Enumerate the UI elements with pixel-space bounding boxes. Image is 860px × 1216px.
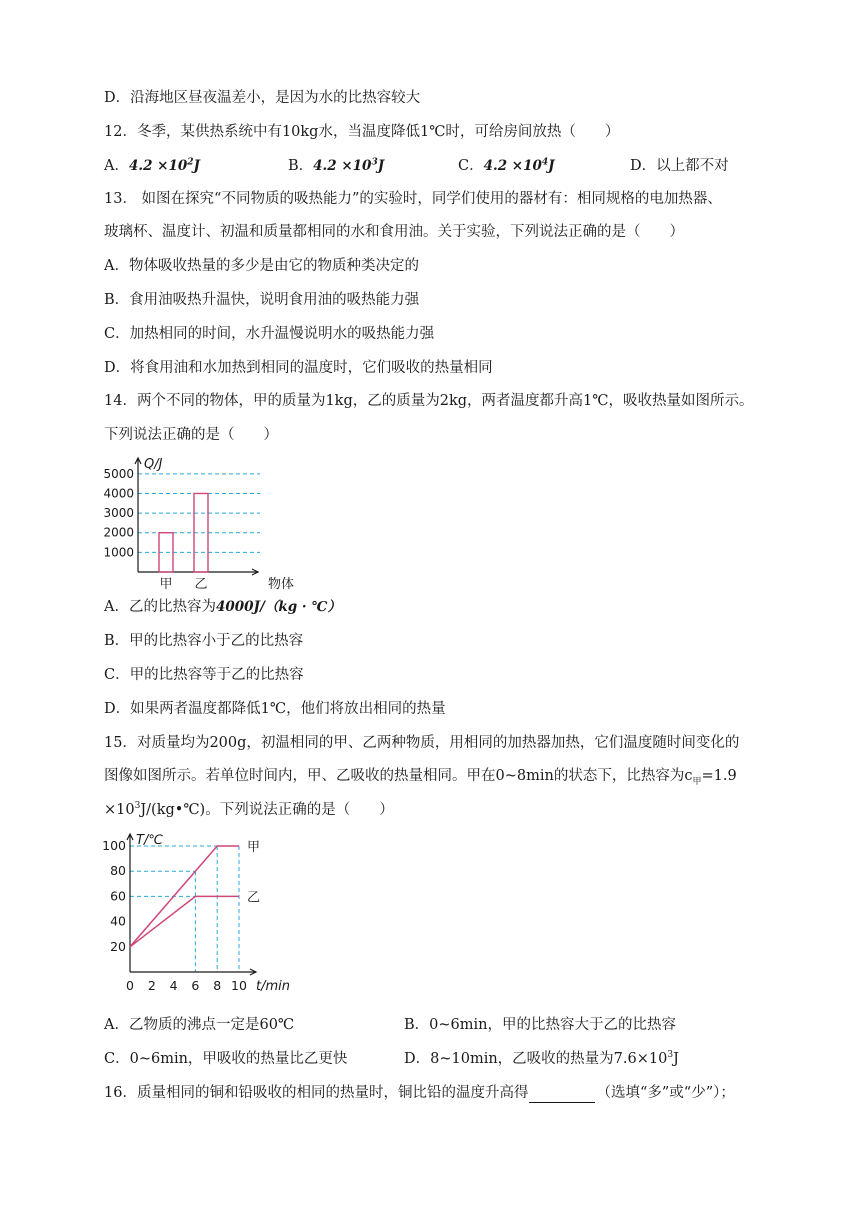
answer-blank[interactable]	[529, 1086, 595, 1103]
q14-stem-line2: 下列说法正确的是（ ）	[104, 427, 278, 443]
series-label: 甲	[247, 840, 261, 855]
x-axis-label: 物体	[268, 577, 295, 590]
q15-line-chart	[96, 828, 326, 1004]
y-tick-label: 20	[110, 938, 126, 954]
q14-option-c: C．甲的比热容等于乙的比热容	[104, 667, 304, 683]
x-axis-label: t/min	[256, 979, 290, 994]
q13-stem-line1: 13． 如图在探究“不同物质的吸热能力”的实验时，同学们使用的器材有：相同规格的电加热器、	[104, 191, 722, 207]
y-tick-label: 5000	[103, 466, 134, 481]
q15-option-b: B．0~6min，甲的比热容大于乙的比热容	[404, 1017, 676, 1033]
q13-stem-line2: 玻璃杯、温度计、初温和质量都相同的水和食用油。关于实验，下列说法正确的是（ ）	[104, 224, 684, 240]
q16-stem: 16．质量相同的铜和铅吸收的相同的热量时，铜比铅的温度升高得 （选填“多”或“少”）；	[104, 1085, 735, 1101]
y-tick-label: 3000	[103, 506, 134, 521]
q13-option-d: D．将食用油和水加热到相同的温度时，它们吸收的热量相同	[104, 360, 493, 376]
series-line	[130, 896, 239, 946]
x-tick-label: 6	[191, 978, 200, 993]
q12-option-a: A．$4.2 \times 10^2J$	[104, 157, 200, 174]
y-tick-label: 100	[102, 838, 126, 853]
x-tick-label: 甲	[159, 577, 173, 590]
q14-stem-line1: 14．两个不同的物体，甲的质量为1kg，乙的质量为2kg，两者温度都升高1℃，吸收热量如图所示。	[104, 393, 754, 409]
y-axis-label: T/℃	[136, 833, 163, 848]
y-tick-label: 40	[110, 913, 126, 929]
q12-option-d: D．以上都不对	[630, 158, 729, 174]
q11-option-d: D．沿海地区昼夜温差小，是因为水的比热容较大	[104, 90, 421, 106]
y-tick-label: 2000	[103, 525, 134, 540]
q14-option-a: A．乙的比热容为4000J/（kg · ℃）	[104, 599, 341, 615]
q14-option-b: B．甲的比热容小于乙的比热容	[104, 633, 304, 649]
q15-option-c: C．0~6min，甲吸收的热量比乙更快	[104, 1051, 348, 1067]
x-tick-label: 2	[147, 978, 156, 993]
q15-stem-line2: 图像如图所示。若单位时间内，甲、乙吸收的热量相同。甲在0~8min的状态下，比热容为$c_甲=1.9$	[104, 768, 737, 787]
q14-bar-chart	[100, 450, 310, 590]
q14-option-d: D．如果两者温度都降低1℃，他们将放出相同的热量	[104, 701, 446, 717]
q15-option-a: A．乙物质的沸点一定是60℃	[104, 1017, 295, 1033]
q13-option-b: B．食用油吸热升温快，说明食用油的吸热能力强	[104, 292, 420, 308]
q15-stem-line1: 15．对质量均为200g，初温相同的甲、乙两种物质，用相同的加热器加热，它们温度随时间变化的	[104, 735, 740, 751]
y-axis-label: Q/J	[144, 457, 163, 472]
y-tick-label: 80	[110, 863, 126, 879]
x-tick-label: 4	[169, 978, 178, 993]
q13-option-c: C．加热相同的时间，水升温慢说明水的吸热能力强	[104, 326, 435, 342]
y-tick-label: 4000	[103, 486, 134, 501]
y-tick-label: 1000	[103, 545, 134, 560]
x-tick-label: 0	[126, 978, 134, 993]
q12-option-b: B．$4.2 \times 10^3J$	[288, 157, 385, 174]
x-tick-label: 10	[231, 978, 247, 993]
series-label: 乙	[247, 890, 261, 906]
y-tick-label: 60	[110, 888, 126, 904]
x-tick-label: 8	[213, 978, 222, 993]
q12-option-c: C．$4.2 \times 10^4J$	[458, 157, 555, 174]
q15-option-d: D．8~10min，乙吸收的热量为$7.6\times 10^3J$	[404, 1050, 679, 1067]
q15-stem-line3: $\times 10^3J/(kg•℃)$。下列说法正确的是（ ）	[104, 801, 394, 818]
q13-option-a: A．物体吸收热量的多少是由它的物质种类决定的	[104, 258, 419, 274]
q12-stem: 12．冬季，某供热系统中有10kg水，当温度降低1℃时，可给房间放热（ ）	[104, 124, 620, 140]
x-tick-label: 乙	[194, 577, 208, 590]
